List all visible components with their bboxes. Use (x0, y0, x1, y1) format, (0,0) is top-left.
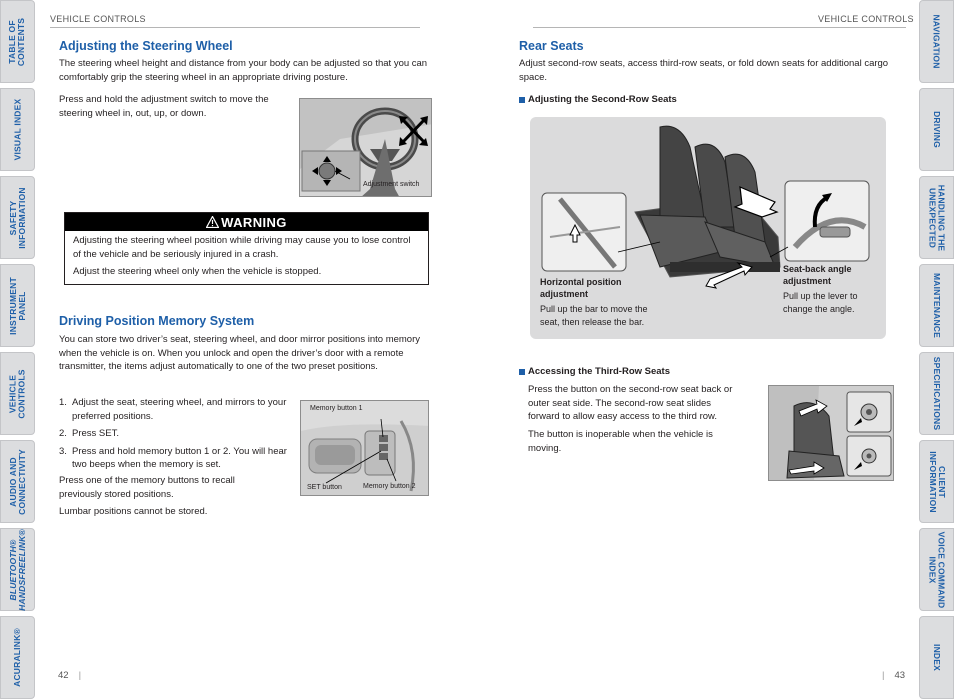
rear-seats-intro: Adjust second-row seats, access third-row seats, or fold down seats for additional cargo space. (519, 58, 889, 83)
memory-step-2: 2. Press SET. (59, 428, 119, 440)
tab-client-information[interactable]: CLIENT INFORMATION (919, 440, 954, 523)
third-row-access-illustration (769, 386, 894, 481)
tab-specifications[interactable]: SPECIFICATIONS (919, 352, 954, 435)
tab-maintenance[interactable]: MAINTENANCE (919, 264, 954, 347)
warning-text-2: Adjust the steering wheel only when the vehicle is stopped. (73, 266, 322, 278)
memory-heading: Driving Position Memory System (59, 314, 255, 328)
third-row-text-2: The button is inoperable when the vehicle is moving. (528, 429, 713, 454)
right-page-number: | 43 (882, 670, 906, 681)
third-row-heading: Accessing the Third-Row Seats (519, 366, 670, 377)
third-row-text-1: Press the button on the second-row seat back or outer seat side. The second-row seat slides forward to allow easy access to the third row. (528, 384, 733, 423)
seatback-angle-title: Seat-back angle adjustment (783, 264, 852, 286)
left-chapter-tabs (0, 0, 36, 699)
tab-navigation[interactable]: NAVIGATION (919, 0, 954, 83)
section-marker-icon (519, 97, 525, 103)
warning-box (64, 212, 429, 285)
warning-title: WARNING (221, 214, 287, 230)
right-chapter-tabs (918, 0, 954, 699)
memory-button-2-label: Memory button 2 (363, 483, 416, 490)
tab-handling-the-unexpected[interactable]: HANDLING THE UNEXPECTED (919, 176, 954, 259)
horizontal-adjustment-text: Pull up the bar to move the seat, then release the bar. (540, 304, 648, 327)
memory-step-3: 3. Press and hold memory button 1 or 2. You will hear two beeps when the memory is set. (59, 445, 287, 471)
section-marker-icon (519, 369, 525, 375)
second-row-seats-figure (530, 117, 886, 339)
tab-driving[interactable]: DRIVING (919, 88, 954, 171)
rear-seats-heading: Rear Seats (519, 39, 584, 53)
memory-steps (59, 396, 289, 476)
warning-bar (65, 213, 428, 231)
memory-buttons-figure (300, 400, 429, 496)
memory-lumbar: Lumbar positions cannot be stored. (59, 506, 208, 517)
set-button-label: SET button (307, 484, 342, 491)
seatback-angle-text: Pull up the lever to change the angle. (783, 291, 858, 314)
warning-triangle-icon (206, 216, 219, 228)
memory-intro: You can store two driver’s seat, steering wheel, and door mirror positions into memory when the vehicle is on. When you unlock and open the driver’s door with a remote transmitter, the items adjust automatically to one of the two preset positions. (59, 334, 420, 373)
tab-acuralink[interactable]: ACURALINK® (0, 616, 35, 699)
adjustment-switch-label: Adjustment switch (363, 181, 420, 188)
memory-step-1: 1. Adjust the seat, steering wheel, and mirrors to your preferred positions. (59, 397, 287, 422)
horizontal-adjustment-title: Horizontal position adjustment (540, 277, 622, 299)
tab-safety-information[interactable]: SAFETY INFORMATION (0, 176, 35, 259)
tab-bluetooth-handsfreelink[interactable]: BLUETOOTH® HANDSFREELINK® (0, 528, 35, 611)
tab-voice-command-index[interactable]: VOICE COMMAND INDEX (919, 528, 954, 611)
steering-heading: Adjusting the Steering Wheel (59, 39, 233, 53)
left-header-rule (50, 27, 420, 28)
steering-wheel-figure (299, 98, 432, 197)
second-row-heading: Adjusting the Second-Row Seats (519, 94, 677, 105)
memory-recall: Press one of the memory buttons to recall previously stored positions. (59, 475, 235, 500)
tab-visual-index[interactable]: VISUAL INDEX (0, 88, 35, 171)
tab-table-of-contents[interactable]: TABLE OF CONTENTS (0, 0, 35, 83)
door-panel-illustration (301, 401, 429, 496)
tab-index[interactable]: INDEX (919, 616, 954, 699)
warning-text-1: Adjusting the steering wheel position while driving may cause you to lose control of the vehicle and be seriously injured in a crash. (73, 235, 411, 260)
left-page-number: 42 | (58, 670, 82, 681)
steering-intro: The steering wheel height and distance from your body can be adjusted so that you can comfortably grip the steering wheel in an appropriate driving posture. (59, 58, 428, 83)
right-running-head: VEHICLE CONTROLS (818, 14, 914, 24)
right-header-rule (533, 27, 906, 28)
tab-instrument-panel[interactable]: INSTRUMENT PANEL (0, 264, 35, 347)
tab-vehicle-controls[interactable]: VEHICLE CONTROLS (0, 352, 35, 435)
tab-audio-and-connectivity[interactable]: AUDIO AND CONNECTIVITY (0, 440, 35, 523)
left-running-head: VEHICLE CONTROLS (50, 14, 146, 24)
memory-button-1-label: Memory button 1 (310, 405, 363, 412)
third-row-access-figure (768, 385, 894, 481)
steering-instruction: Press and hold the adjustment switch to move the steering wheel in, out, up, or down. (59, 94, 269, 119)
